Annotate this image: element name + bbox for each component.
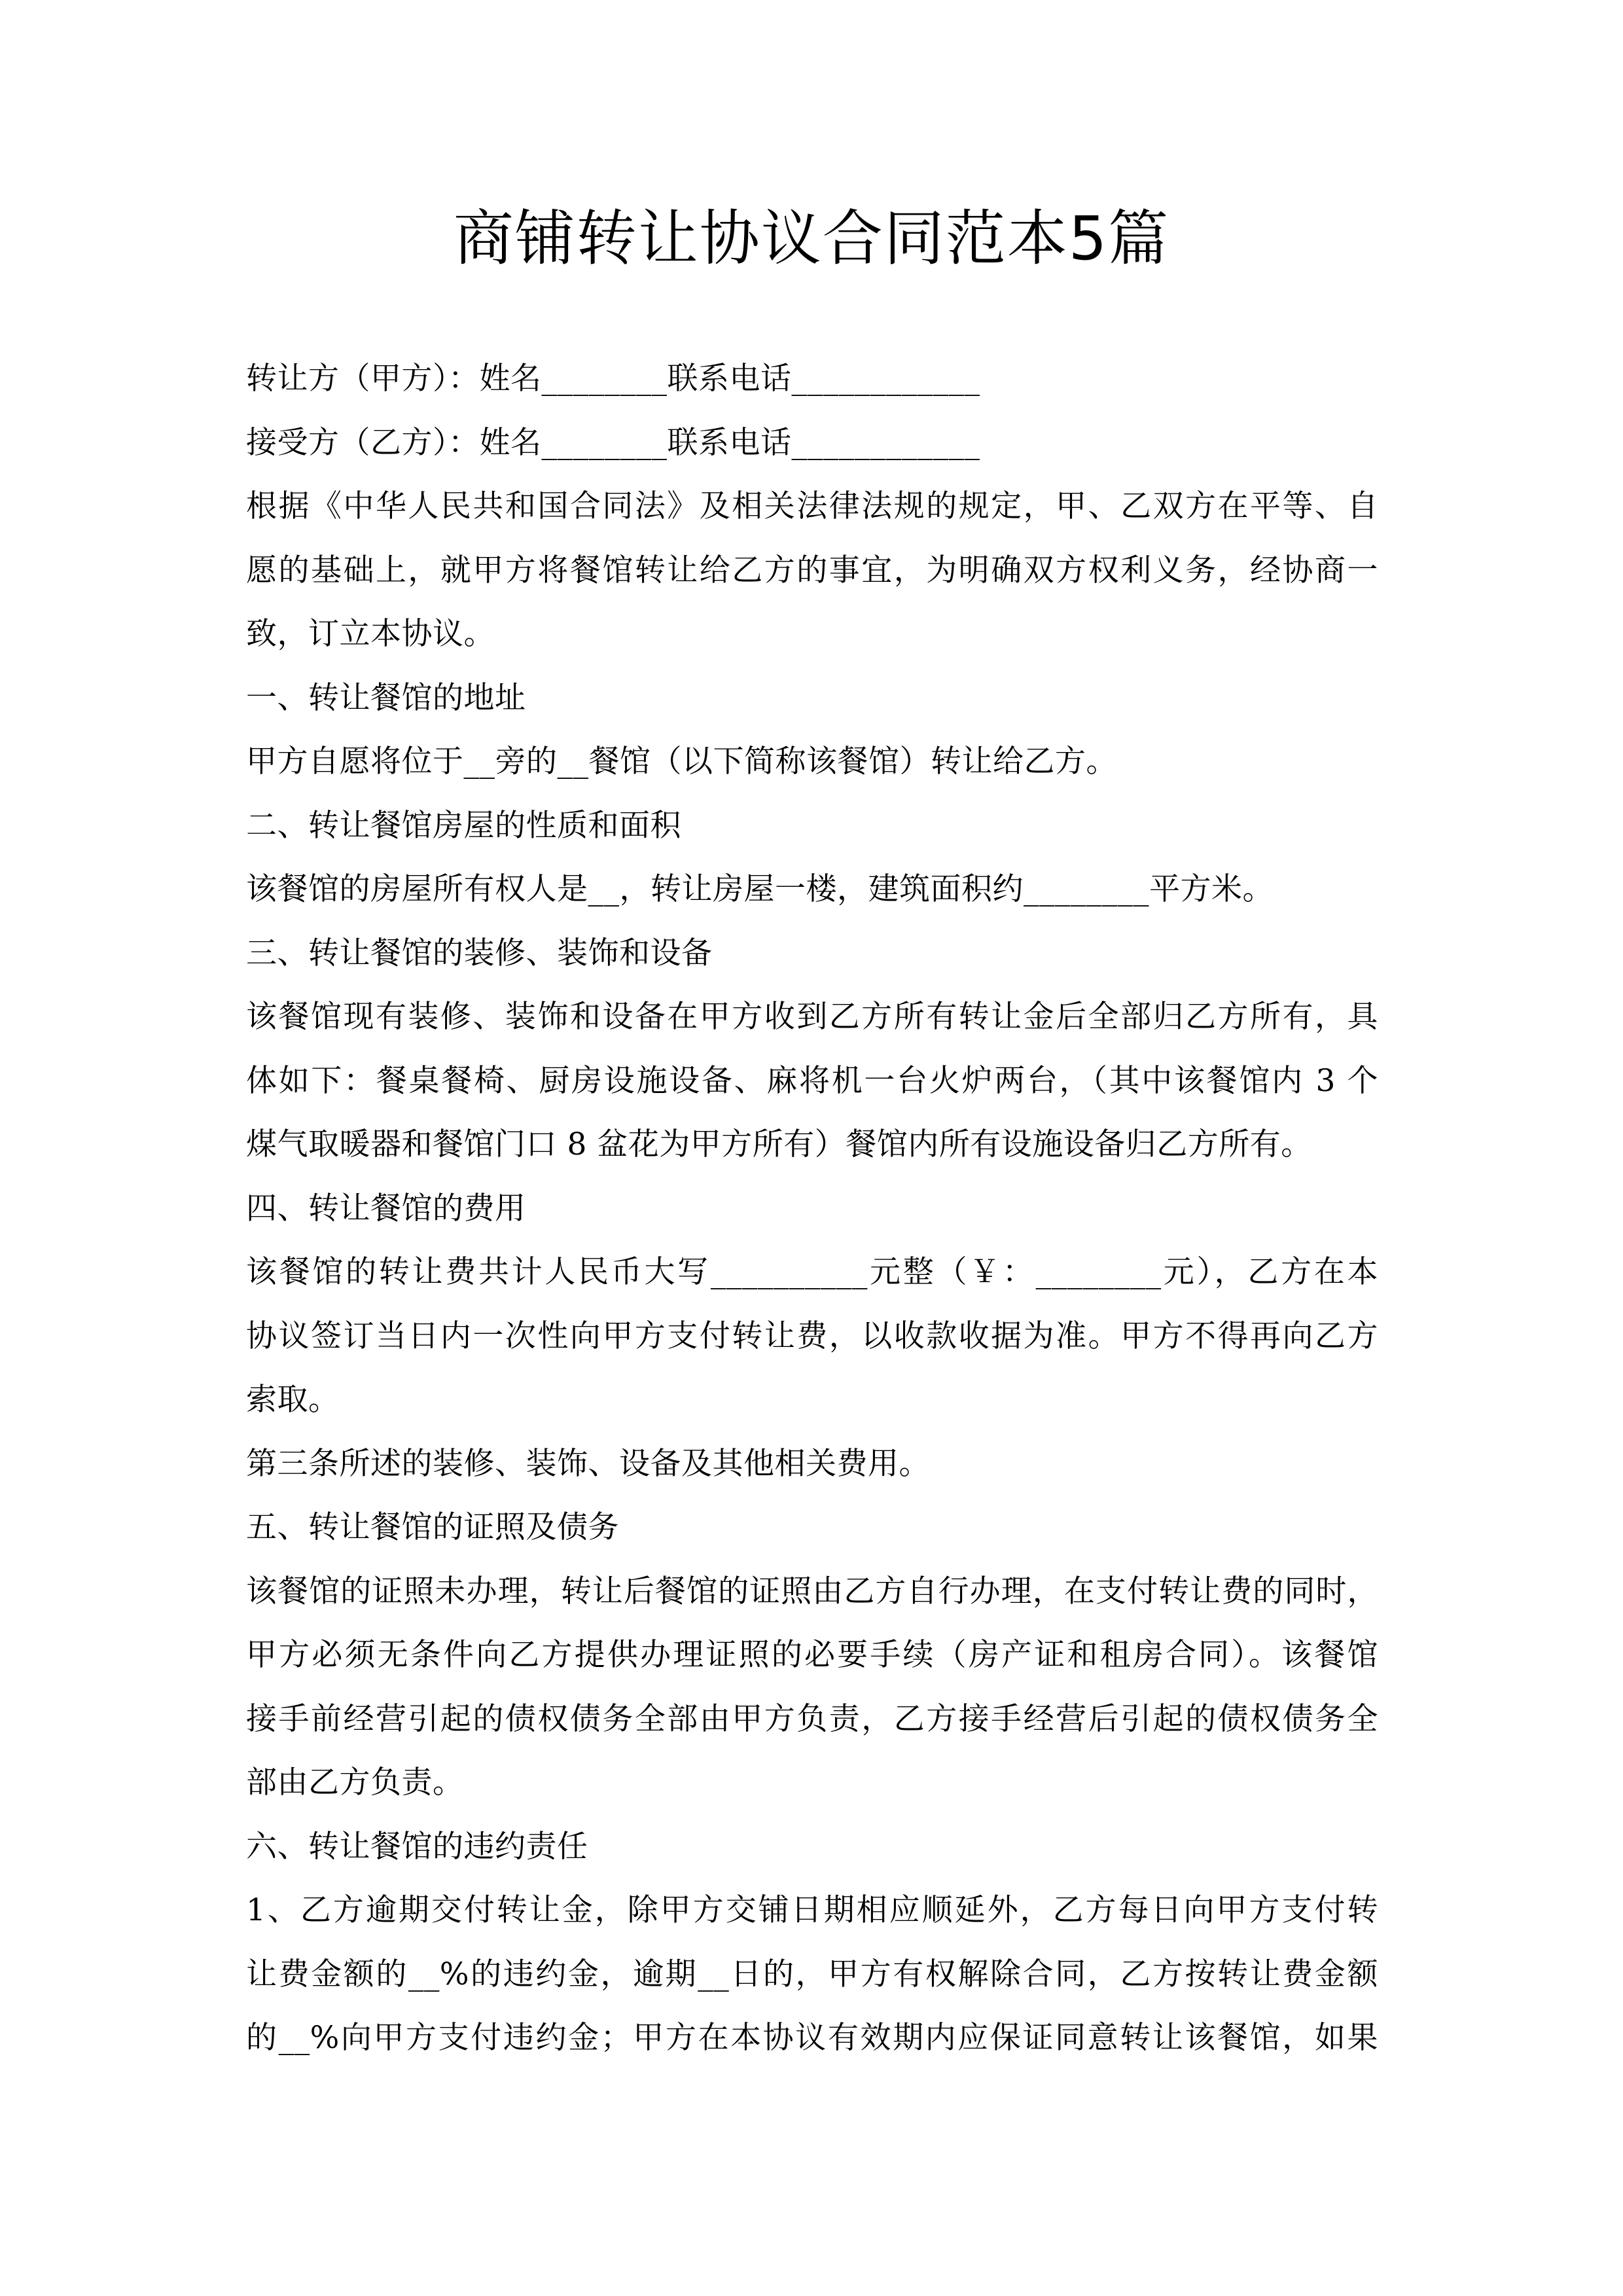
section-1-text: 甲方自愿将位于__旁的__餐馆（以下简称该餐馆）转让给乙方。 — [246, 744, 1117, 780]
preamble-line: 愿的基础上，就甲方将餐馆转让给乙方的事宜，为明确双方权利义务，经协商一 — [246, 552, 1378, 588]
party-b-line: 接受方（乙方）：姓名________联系电话____________ — [246, 424, 980, 461]
section-heading-2: 二、转让餐馆房屋的性质和面积 — [246, 807, 681, 844]
section-6-clause-1: 让费金额的__%的违约金，逾期__日的，甲方有权解除合同，乙方按转让费金额 — [246, 1956, 1378, 1992]
section-4-text: 协议签订当日内一次性向甲方支付转让费，以收款收据为准。甲方不得再向乙方 — [246, 1318, 1378, 1354]
section-heading-1: 一、转让餐馆的地址 — [246, 679, 526, 716]
section-heading-3: 三、转让餐馆的装修、装饰和设备 — [246, 935, 713, 971]
section-5-text: 该餐馆的证照未办理，转让后餐馆的证照由乙方自行办理，在支付转让费的同时， — [246, 1573, 1378, 1609]
section-6-clause-1: 1、乙方逾期交付转让金，除甲方交铺日期相应顺延外，乙方每日向甲方支付转 — [246, 1892, 1378, 1928]
section-4-text: 索取。 — [246, 1382, 340, 1418]
section-5-text: 部由乙方负责。 — [246, 1765, 464, 1801]
document-title: 商铺转让协议合同范本5篇 — [453, 204, 1170, 274]
section-5-text: 甲方必须无条件向乙方提供办理证照的必要手续（房产证和租房合同）。该餐馆 — [246, 1637, 1378, 1673]
section-4-text: 该餐馆的转让费共计人民币大写__________元整（￥：________元），乙方在本 — [246, 1254, 1378, 1290]
section-6-clause-1: 的__%向甲方支付违约金；甲方在本协议有效期内应保证同意转让该餐馆，如果 — [246, 2020, 1378, 2056]
document-body — [246, 347, 1378, 2070]
section-heading-6: 六、转让餐馆的违约责任 — [246, 1828, 588, 1865]
preamble-line: 根据《中华人民共和国合同法》及相关法律法规的规定，甲、乙双方在平等、自 — [246, 488, 1378, 524]
party-a-line: 转让方（甲方）：姓名________联系电话____________ — [246, 361, 980, 397]
section-3-text: 煤气取暖器和餐馆门口 8 盆花为甲方所有）餐馆内所有设施设备归乙方所有。 — [246, 1126, 1312, 1162]
section-3-text: 该餐馆现有装修、装饰和设备在甲方收到乙方所有转让金后全部归乙方所有，具 — [246, 999, 1378, 1035]
section-heading-5: 五、转让餐馆的证照及债务 — [246, 1509, 619, 1545]
section-2-text: 该餐馆的房屋所有权人是__，转让房屋一楼，建筑面积约________平方米。 — [246, 871, 1274, 907]
section-heading-4: 四、转让餐馆的费用 — [246, 1190, 526, 1227]
section-3-text: 体如下：餐桌餐椅、厨房设施设备、麻将机一台火炉两台，（其中该餐馆内 3 个 — [246, 1062, 1378, 1099]
section-4-text: 第三条所述的装修、装饰、设备及其他相关费用。 — [246, 1445, 930, 1482]
section-5-text: 接手前经营引起的债权债务全部由甲方负责，乙方接手经营后引起的债权债务全 — [246, 1700, 1378, 1737]
preamble-line: 致，订立本协议。 — [246, 616, 495, 652]
